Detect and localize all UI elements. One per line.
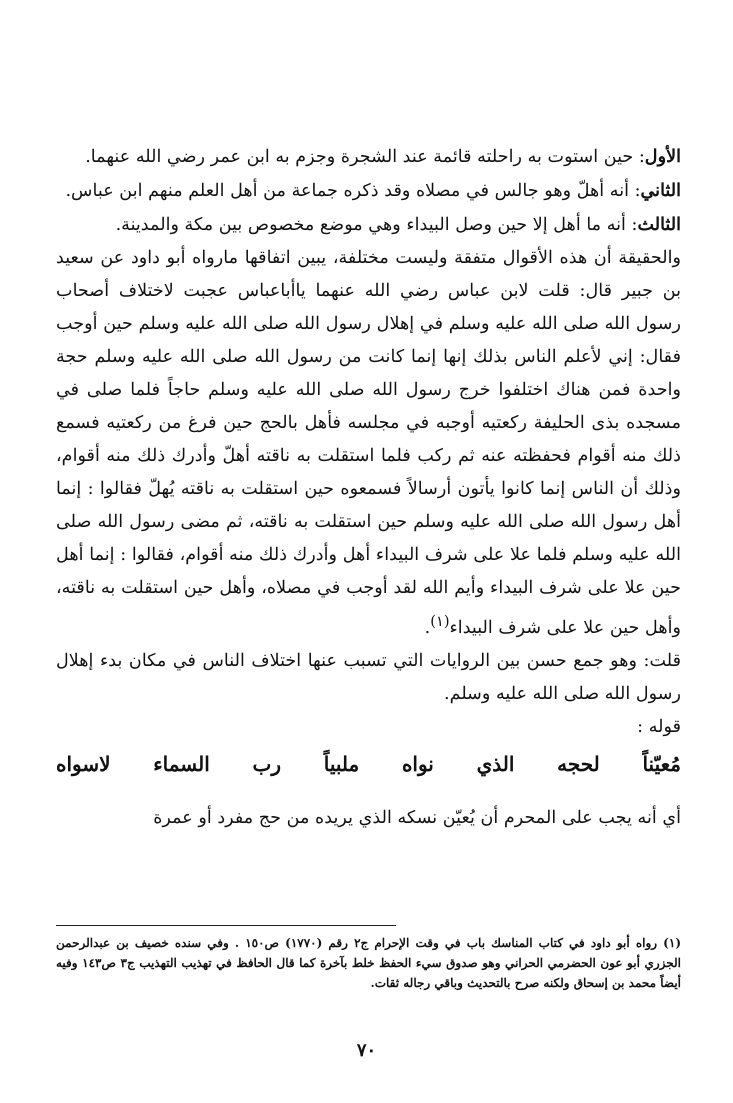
paragraph-third-opinion [56,208,681,242]
label-third: الثالث [637,214,681,235]
reconciliation-text: والحقيقة أن هذه الأقوال متفقة وليست مختلفة، يبين اتفاقها مارواه أبو داود عن سعيد بن جبير قال: قلت لابن عباس رضي الله عنهما ياأباعباس عجبت لاختلاف أصحاب رسول الله صلى الله عليه وسلم في إهلال رسول الله صلى الله عليه وسلم حين أوجب فقال: إني لأعلم الناس بذلك إنها إنما كانت من رسول الله صلى الله عليه وسلم حجة واحدة فمن هناك اختلفوا خرج رسول الله صلى الله عليه وسلم حاجاً فلما صلى في مسجده بذى الحليفة ركعتيه أوجبه في مجلسه فأهل بالحج حين فرغ من ركعتيه فسمع ذلك منه أقوام فحفظته عنه ثم ركب فلما استقلت به ناقته أهلّ وأدرك ذلك منه أقوام، وذلك أن الناس إنما كانوا يأتون أرسالاً فسمعوه حين استقلت به ناقته يُهلّ فقالوا : إنما أهل رسول الله صلى الله عليه وسلم حين استقلت به ناقته، ثم مضى رسول الله صلى الله عليه وسلم فلما علا على شرف البيداء أهل وأدرك ذلك منه أقوام، فقالوا : إنما أهل حين علا على شرف البيداء وأيم الله لقد أوجب في مصلاه، وأهل حين استقلت به ناقته، وأهل حين علا على شرف البيداء [56,248,681,638]
paragraph-first-opinion [56,140,681,174]
text-second: : أنه أهلّ وهو جالس في مصلاه وقد ذكره جماعة من أهل العلم منهم ابن عباس. [65,181,641,201]
comment-text: قلت: وهو جمع حسن بين الروايات التي تسبب عنها اختلاف الناس في مكان بدء إهلال رسول الله صلى الله عليه وسلم. [56,650,681,704]
page-body [56,140,681,835]
paragraph-explanation [56,802,681,835]
footnote-marker: (١) [663,936,681,950]
quote-intro: قوله : [637,716,681,737]
text-first: : حين استوت به راحلته قائمة عند الشجرة وجزم به ابن عمر رضي الله عنهما. [85,147,645,167]
label-first: الأول [644,146,681,167]
page-number: ٧٠ [356,1040,377,1061]
text-third: : أنه ما أهل إلا حين وصل البيداء وهي موضع مخصوص بين مكة والمدينة. [115,215,638,235]
paragraph-second-opinion [56,174,681,208]
label-second: الثاني [640,180,681,201]
footnote-divider [56,925,396,926]
explanation-text: أي أنه يجب على المحرم أن يُعيّن نسكه الذي يريده من حج مفرد أو عمرة [153,807,681,828]
footnote-reference: (١) [430,613,450,630]
footnote [56,933,681,993]
verse-line: مُعيّناً لحجه الذي نواه ملبياً رب السماء لاسواه [56,751,681,776]
paragraph-reconciliation: والحقيقة أن هذه الأقوال متفقة وليست مختلفة، يبين اتفاقها مارواه أبو داود عن سعيد بن جبير قال: قلت لابن عباس رضي الله عنهما ياأباعباس عجبت لاختلاف أصحاب رسول الله صلى الله عليه وسلم في إهلال رسول الله صلى الله عليه وسلم حين أوجب فقال: إني لأعلم الناس بذلك إنها إنما كانت من رسول الله صلى الله عليه وسلم حجة واحدة فمن هناك اختلفوا خرج رسول الله صلى الله عليه وسلم حاجاً فلما صلى في مسجده بذى الحليفة ركعتيه أوجبه في مجلسه فأهل بالحج حين فرغ من ركعتيه فسمع ذلك منه أقوام فحفظته عنه ثم ركب فلما استقلت به ناقته أهلّ وأدرك ذلك منه أقوام، وذلك أن الناس إنما كانوا يأتون أرسالاً فسمعوه حين استقلت به ناقته يُهلّ فقالوا : إنما أهل رسول الله صلى الله عليه وسلم حين استقلت به ناقته، ثم مضى رسول الله صلى الله عليه وسلم فلما علا على شرف البيداء أهل وأدرك ذلك منه أقوام، فقالوا : إنما أهل حين علا على شرف البيداء وأيم الله لقد أوجب في مصلاه، وأهل حين استقلت به ناقته، وأهل حين علا على شرف البيداء$^{(١)}$. [56,248,681,638]
paragraph-quote-intro [56,711,681,744]
paragraph-comment [56,645,681,711]
footnote-text: رواه أبو داود في كتاب المناسك باب في وقت الإحرام ج٢ رقم (١٧٧٠) ص١٥٠ . وفي سنده خصيف بن عبدالرحمن الجزري أبو عون الحضرمي الحراني وهو صدوق سيء الحفظ خلط بآخرة كما قال الحافظ في تهذيب التهذيب ج٣ ص١٤٣ وفيه أيضاً محمد بن إسحاق ولكنه صرح بالتحديث وباقي رجاله ثقات. [56,936,681,990]
